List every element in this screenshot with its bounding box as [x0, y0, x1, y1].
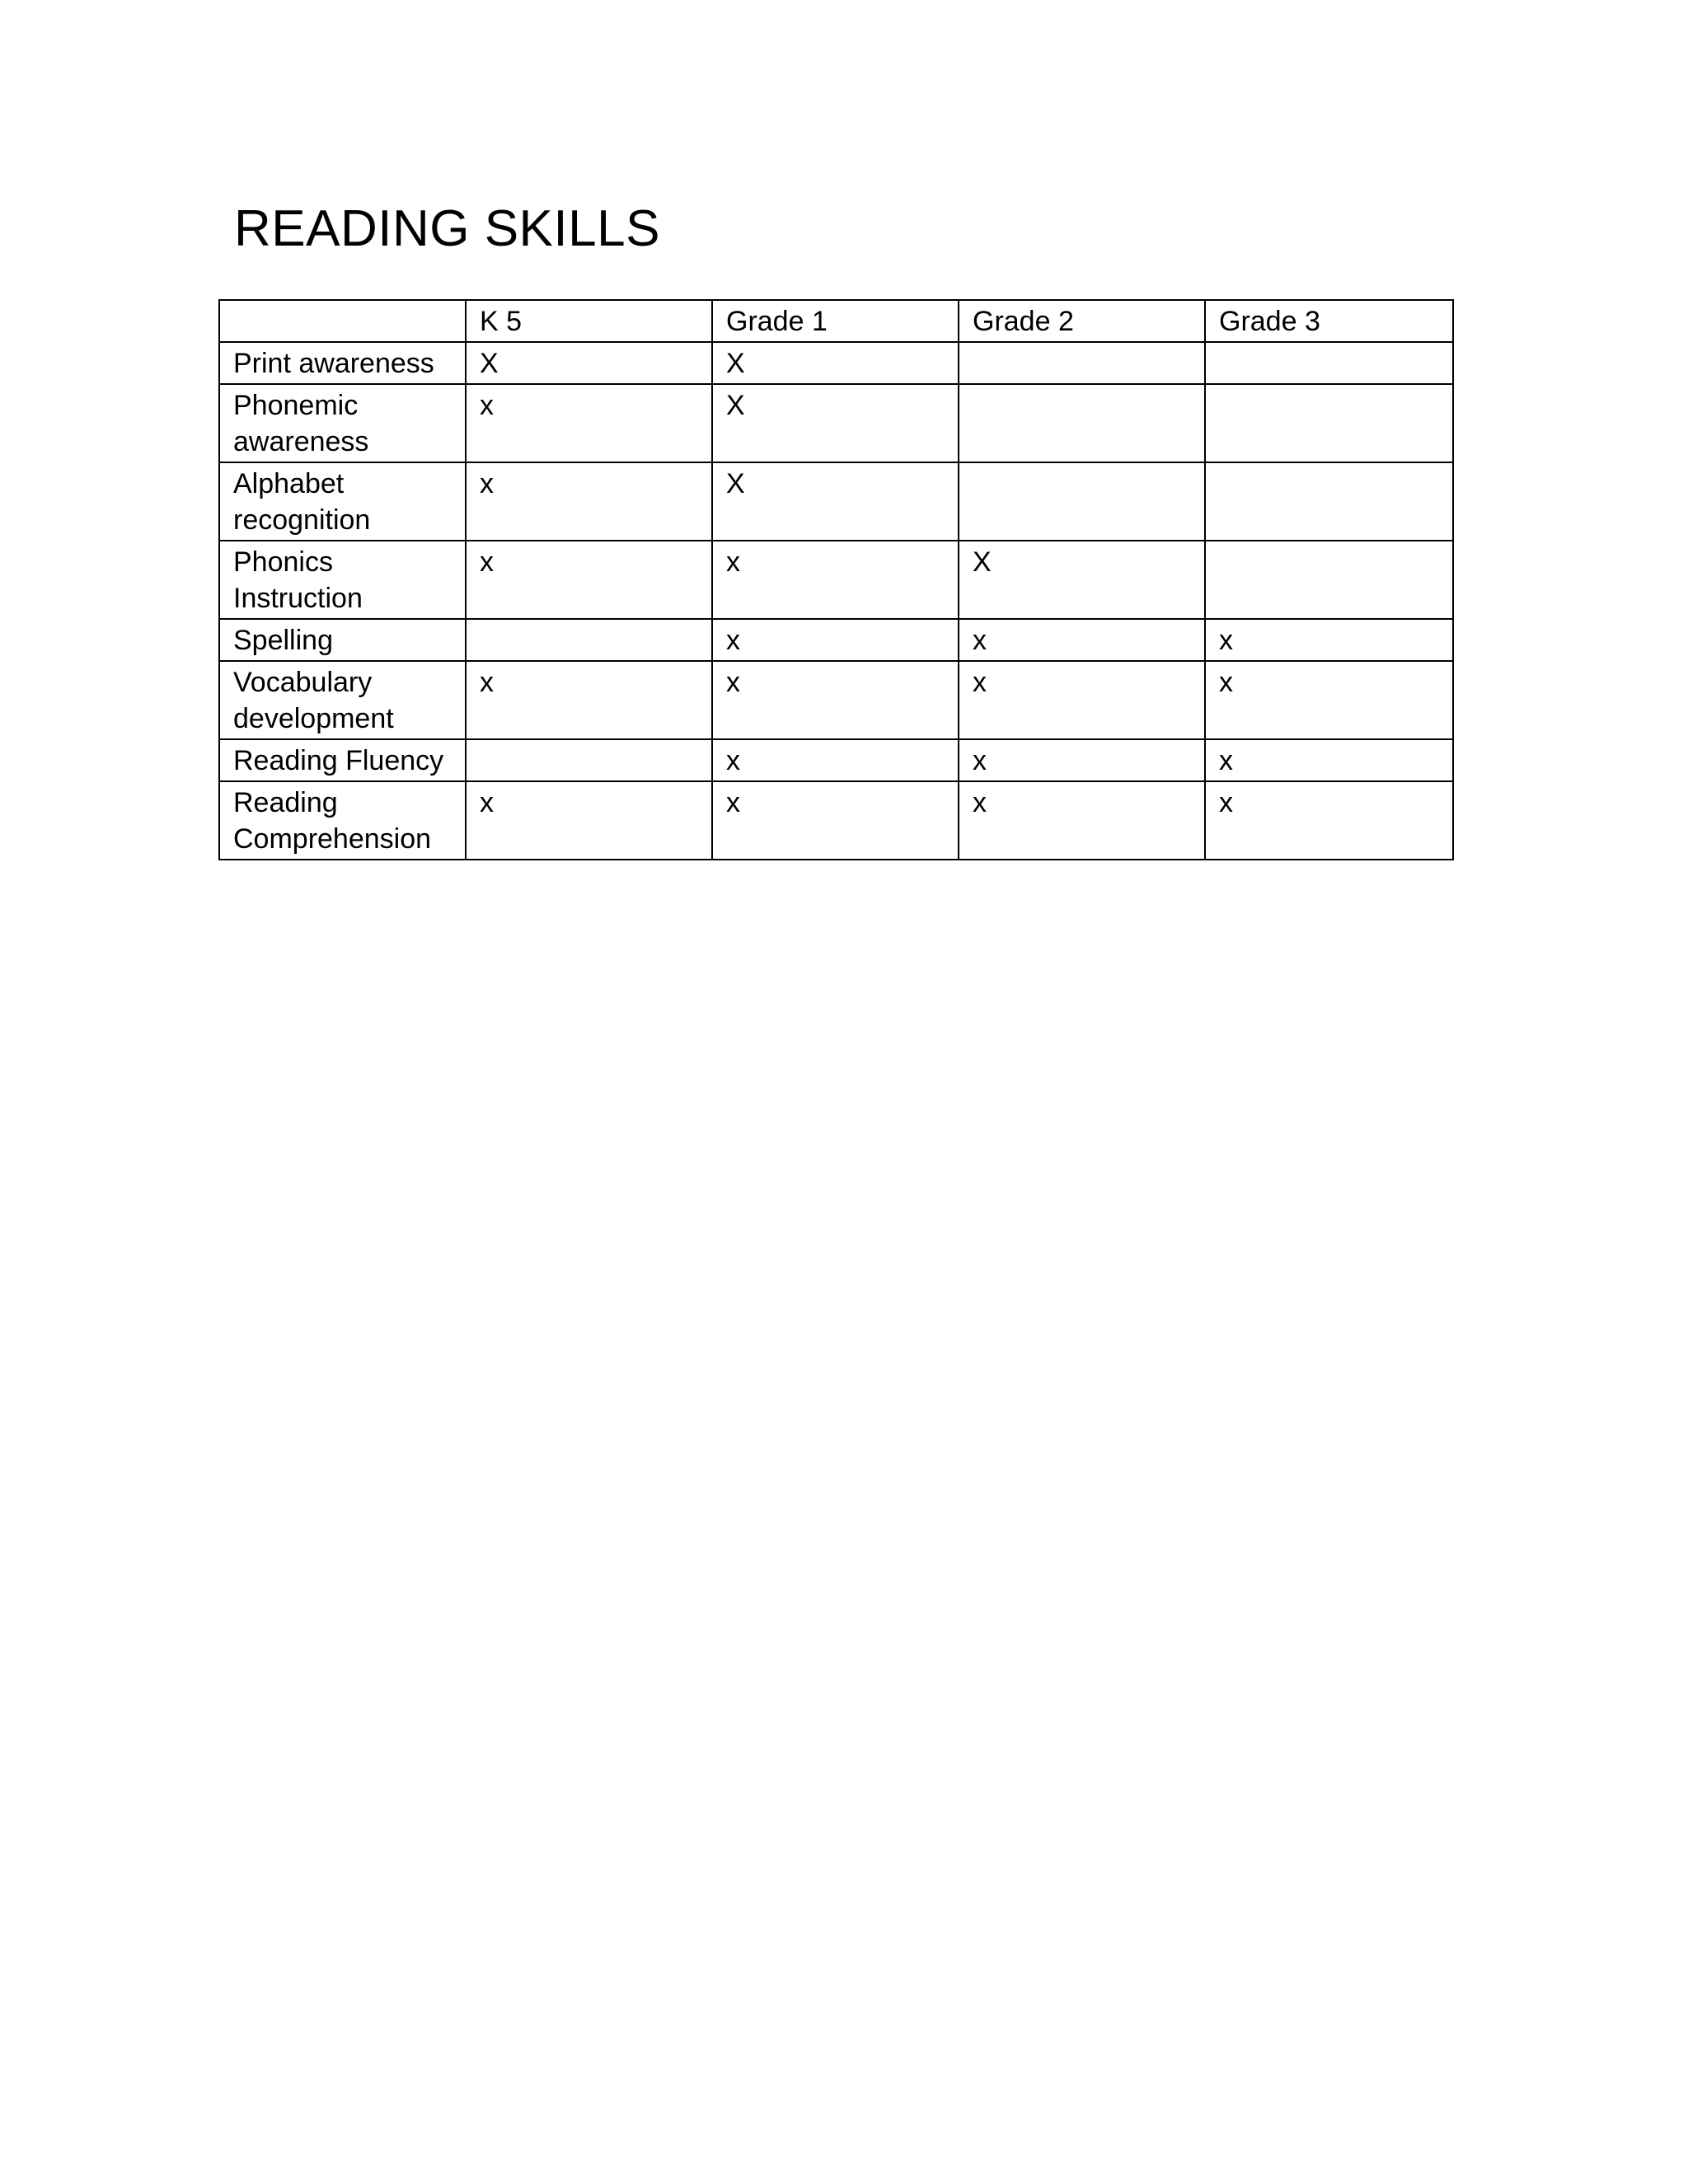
mark-cell: x [466, 462, 712, 541]
header-cell-grade-3: Grade 3 [1205, 300, 1453, 342]
mark-cell [959, 342, 1205, 384]
mark-cell: x [959, 661, 1205, 739]
mark-cell [1205, 541, 1453, 619]
header-cell-corner [219, 300, 466, 342]
mark-cell: x [1205, 739, 1453, 781]
table-row [219, 384, 1453, 462]
table-row [219, 619, 1453, 661]
mark-cell: x [1205, 661, 1453, 739]
mark-cell: X [712, 384, 959, 462]
mark-cell [1205, 462, 1453, 541]
mark-cell: x [712, 541, 959, 619]
skill-name-cell: Reading Comprehension [219, 781, 466, 860]
mark-cell [1205, 384, 1453, 462]
mark-cell: X [466, 342, 712, 384]
skill-name-cell: Phonemic awareness [219, 384, 466, 462]
mark-cell: X [712, 342, 959, 384]
table-row [219, 661, 1453, 739]
mark-cell: x [959, 619, 1205, 661]
mark-cell: x [1205, 781, 1453, 860]
mark-cell: x [712, 661, 959, 739]
table-row [219, 781, 1453, 860]
mark-cell [959, 384, 1205, 462]
page-title: READING SKILLS [234, 200, 660, 257]
mark-cell: x [466, 661, 712, 739]
header-cell-grade-1: Grade 1 [712, 300, 959, 342]
mark-cell: x [466, 384, 712, 462]
table-row [219, 342, 1453, 384]
mark-cell: x [712, 781, 959, 860]
table-row [219, 462, 1453, 541]
mark-cell: x [712, 739, 959, 781]
header-cell-grade-2: Grade 2 [959, 300, 1205, 342]
mark-cell: x [712, 619, 959, 661]
skill-name-cell: Alphabet recognition [219, 462, 466, 541]
mark-cell: x [466, 541, 712, 619]
table-row [219, 739, 1453, 781]
mark-cell: x [959, 739, 1205, 781]
mark-cell: x [1205, 619, 1453, 661]
mark-cell: X [712, 462, 959, 541]
skill-name-cell: Vocabulary development [219, 661, 466, 739]
mark-cell [466, 619, 712, 661]
table-row [219, 541, 1453, 619]
mark-cell: x [959, 781, 1205, 860]
reading-skills-table [218, 299, 1454, 860]
skill-name-cell: Reading Fluency [219, 739, 466, 781]
mark-cell [1205, 342, 1453, 384]
header-cell-k5: K 5 [466, 300, 712, 342]
mark-cell: X [959, 541, 1205, 619]
mark-cell [466, 739, 712, 781]
table-header-row [219, 300, 1453, 342]
mark-cell [959, 462, 1205, 541]
mark-cell: x [466, 781, 712, 860]
skill-name-cell: Spelling [219, 619, 466, 661]
skill-name-cell: Print awareness [219, 342, 466, 384]
skill-name-cell: Phonics Instruction [219, 541, 466, 619]
